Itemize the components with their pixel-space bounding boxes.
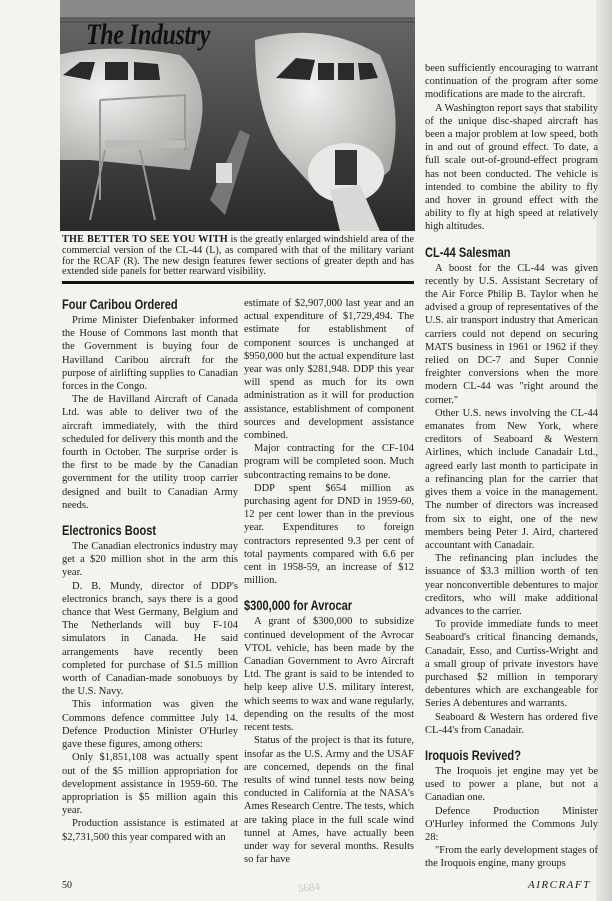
paragraph: Prime Minister Diefenbaker informed the House of Commons last month that the Government is buying four de Havilland Caribou aircraft for the purpose of airlifting supplies to Canadian forces in the Congo. — [62, 315, 238, 393]
paragraph: The refinancing plan includes the issuance of $3.3 million worth of ten year nonconvertible debentures to major creditors, who will make additional advances to the carrier. — [425, 553, 598, 617]
paragraph: To provide immediate funds to meet Seaboard's critical financing demands, Canadair, Esso, and Curtiss-Wright and a small group of private investors have purchased $2 million in temporary debentures which are exchangeable for Series A debentures and warrants. — [425, 619, 598, 710]
column-left — [62, 296, 238, 844]
paragraph: The Iroquois jet engine may yet be used to power a plane, but not a Canadian one. — [425, 765, 598, 804]
heading-avrocar: $300,000 for Avrocar — [244, 598, 353, 614]
paragraph: Other U.S. news involving the CL-44 emanates from New York, where creditors of Seaboard & Western Airlines, which include Canadair Ltd., agreed early last month to participate in a refinancing plan for the carrier that gives them a voice in the management. The number of directors was increased from six to eight, one of the new members being Peter J. Aird, chartered accountant with Canadair. — [425, 407, 598, 551]
paragraph: "From the early development stages of the Iroquois engine, many groups — [425, 845, 598, 870]
heading-cl44: CL-44 Salesman — [425, 244, 511, 260]
paragraph: The de Havilland Aircraft of Canada Ltd. was able to deliver two of the aircraft immediately, with the third scheduled for delivery this month and the fourth in October. The surprise order is the first to be made by the Canadian government for the utility troop carrier designed and built to Canadian Army needs. — [62, 394, 238, 511]
caption-lead: THE BETTER TO SEE YOU WITH — [62, 234, 228, 245]
paragraph-continued: been sufficiently encouraging to warrant continuation of the program after some modifications are made to the aircraft. — [425, 63, 598, 101]
paragraph: Only $1,851,108 was actually spent out of the $5 million appropriation for development assistance in 1959-60. The appropriation is $5 million again this year. — [62, 752, 238, 817]
column-right — [425, 62, 598, 871]
paragraph: This information was given the Commons defence committee July 14. Defence Production Minister O'Hurley gave these figures, among others: — [62, 699, 238, 751]
column-middle — [244, 297, 414, 866]
section-title: The Industry — [86, 18, 210, 51]
paragraph: Seaboard & Western has ordered five CL-44's from Canadair. — [425, 711, 598, 736]
handwritten-mark: 5684 — [297, 880, 321, 896]
heading-electronics: Electronics Boost — [62, 523, 157, 539]
paragraph: A Washington report says that stability of the unique disc-shaped aircraft has been a major problem at low speed, both in and out of ground effect. To date, a full scale out-of-ground-effect program has not been conducted. The vehicle is intended to combine the ability to fly and hover in ground effect with the ability to fly at high speed at relatively high altitudes. — [425, 102, 598, 233]
caption-body: is the greatly enlarged windshield area of the commercial version of the CL-44 (L), as compared with that of the military variant for the RCAF (R). The new design features fewer sections of greater depth and has extended side panels for better rearward visibility. — [62, 234, 414, 278]
paragraph: Major contracting for the CF-104 program will be completed soon. Much subcontracting remains to be done. — [244, 443, 414, 481]
paragraph: D. B. Mundy, director of DDP's electronics branch, says there is a good chance that West Germany, Belgium and The Netherlands will buy F-104 simulators in Canada. He said arrangements have recently been completed for purchase of $1.5 million worth of Canadian-made sonobuoys by the U.S. Navy. — [62, 580, 238, 698]
caption-rule — [62, 281, 414, 284]
paragraph-continued: estimate of $2,907,000 last year and an actual expenditure of $1,729,494. The estimate for establishment of component sources is unchanged at $950,000 but the actual expenditure last year was only $281,948. DDP this year will spend as much for its own administration as it will for production assistance, establishment of component sources and development assistance combined. — [244, 298, 414, 442]
paragraph: Status of the project is that its future, insofar as the U.S. Army and the USAF are concerned, depends on the final results of wind tunnel tests now being conducted in California at the NASA's Ames Research Centre. The tests, which are taking place in the full scale wind tunnel at Ames, have actually been under way for several months. Results so far have — [244, 735, 414, 866]
photo-cl44-noses — [60, 0, 415, 231]
magazine-name: AIRCRAFT — [528, 879, 591, 891]
paragraph: Production assistance is estimated at $2,731,500 this year compared with an — [62, 818, 238, 843]
heading-iroquois: Iroquois Revived? — [425, 747, 521, 763]
heading-caribou: Four Caribou Ordered — [62, 297, 178, 312]
paragraph: Defence Production Minister O'Hurley informed the Commons July 28: — [425, 805, 598, 843]
page-edge-shadow — [596, 0, 612, 901]
paragraph: The Canadian electronics industry may get a $20 million shot in the arm this year. — [62, 541, 238, 579]
photo-caption — [62, 235, 414, 278]
paragraph: A boost for the CL-44 was given recently by U.S. Assistant Secretary of the Air Force Philip B. Taylor when he advised a group of representatives of the U.S. air transport industry that American carriers could not depend on securing MATS business in 1961 or 1962 if they relied on DC-7 and Super Connie freighter conversions when the more modern CL-44 was "right around the corner." — [425, 262, 598, 406]
paragraph: DDP spent $654 million as purchasing agent for DND in 1959-60, 12 per cent lower than in the previous year. Expenditures to foreign contractors represented 9.3 per cent of total payments compared with 6.6 per cent in 1958-59, an increase of $12 million. — [244, 482, 414, 587]
paragraph: A grant of $300,000 to subsidize continued development of the Avrocar VTOL vehicle, has been made by the Canadian Government to Avro Aircraft Ltd. The grant is said to be intended to help keep alive U.S. military interest, which seems to wax and wane regularly, depending on the results of the most recent tests. — [244, 616, 414, 734]
page-number: 50 — [62, 880, 72, 891]
